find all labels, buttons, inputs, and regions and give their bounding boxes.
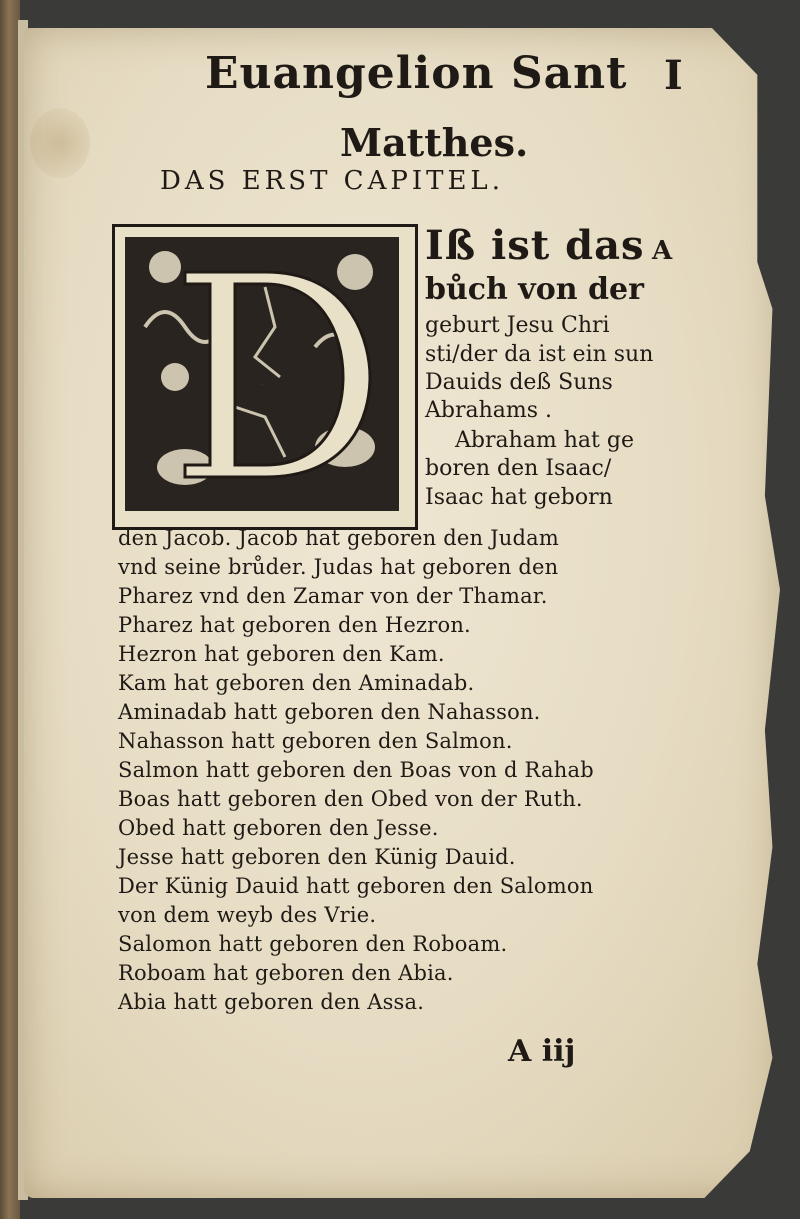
woodcut-illustration xyxy=(115,227,409,521)
intro-line: sti/der da ist ein sun xyxy=(425,342,654,367)
page-subtitle: Matthes. xyxy=(340,120,529,165)
text-line: Pharez vnd den Zamar von der Thamar. xyxy=(118,584,548,608)
text-line: Kam hat geboren den Aminadab. xyxy=(118,671,475,695)
intro-line: Dauids deß Suns xyxy=(425,370,613,395)
intro-line: Abraham hat ge xyxy=(455,428,634,453)
text-line: den Jacob. Jacob hat geboren den Judam xyxy=(118,526,559,550)
text-line: Obed hatt geboren den Jesse. xyxy=(118,816,439,840)
text-line: Jesse hatt geboren den Künig Dauid. xyxy=(118,845,516,869)
text-line: Roboam hat geboren den Abia. xyxy=(118,961,454,985)
marginal-signature: A xyxy=(652,236,673,266)
intro-line: bůch von der xyxy=(425,272,644,307)
decorated-initial xyxy=(112,224,418,530)
text-line: Nahasson hatt geboren den Salmon. xyxy=(118,729,513,753)
intro-line: Iß ist das xyxy=(425,222,645,269)
text-line: Salomon hatt geboren den Roboam. xyxy=(118,932,508,956)
page-stain xyxy=(30,108,90,178)
intro-line: geburt Jesu Chri xyxy=(425,313,610,338)
chapter-heading: DAS ERST CAPITEL. xyxy=(160,166,504,196)
intro-line: Abrahams . xyxy=(425,398,553,423)
text-line: Der Künig Dauid hatt geboren den Salomon xyxy=(118,874,594,898)
footer-signature: A iij xyxy=(508,1034,576,1069)
intro-line: boren den Isaac/ xyxy=(425,456,612,481)
intro-line: Isaac hat geborn xyxy=(425,485,613,510)
text-line: Salmon hatt geboren den Boas von d Rahab xyxy=(118,758,594,782)
text-line: Aminadab hatt geboren den Nahasson. xyxy=(118,700,541,724)
text-line: Abia hatt geboren den Assa. xyxy=(118,990,425,1014)
text-line: Boas hatt geboren den Obed von der Ruth. xyxy=(118,787,583,811)
page-title: Euangelion Sant xyxy=(205,48,628,99)
text-line: Hezron hat geboren den Kam. xyxy=(118,642,445,666)
book-spine xyxy=(0,0,20,1219)
text-line: vnd seine brůder. Judas hat geboren den xyxy=(118,555,559,579)
initial-letter: D xyxy=(261,385,263,386)
text-line: Pharez hat geboren den Hezron. xyxy=(118,613,471,637)
folio-number: I xyxy=(664,52,683,99)
text-line: von dem weyb des Vrie. xyxy=(118,903,377,927)
